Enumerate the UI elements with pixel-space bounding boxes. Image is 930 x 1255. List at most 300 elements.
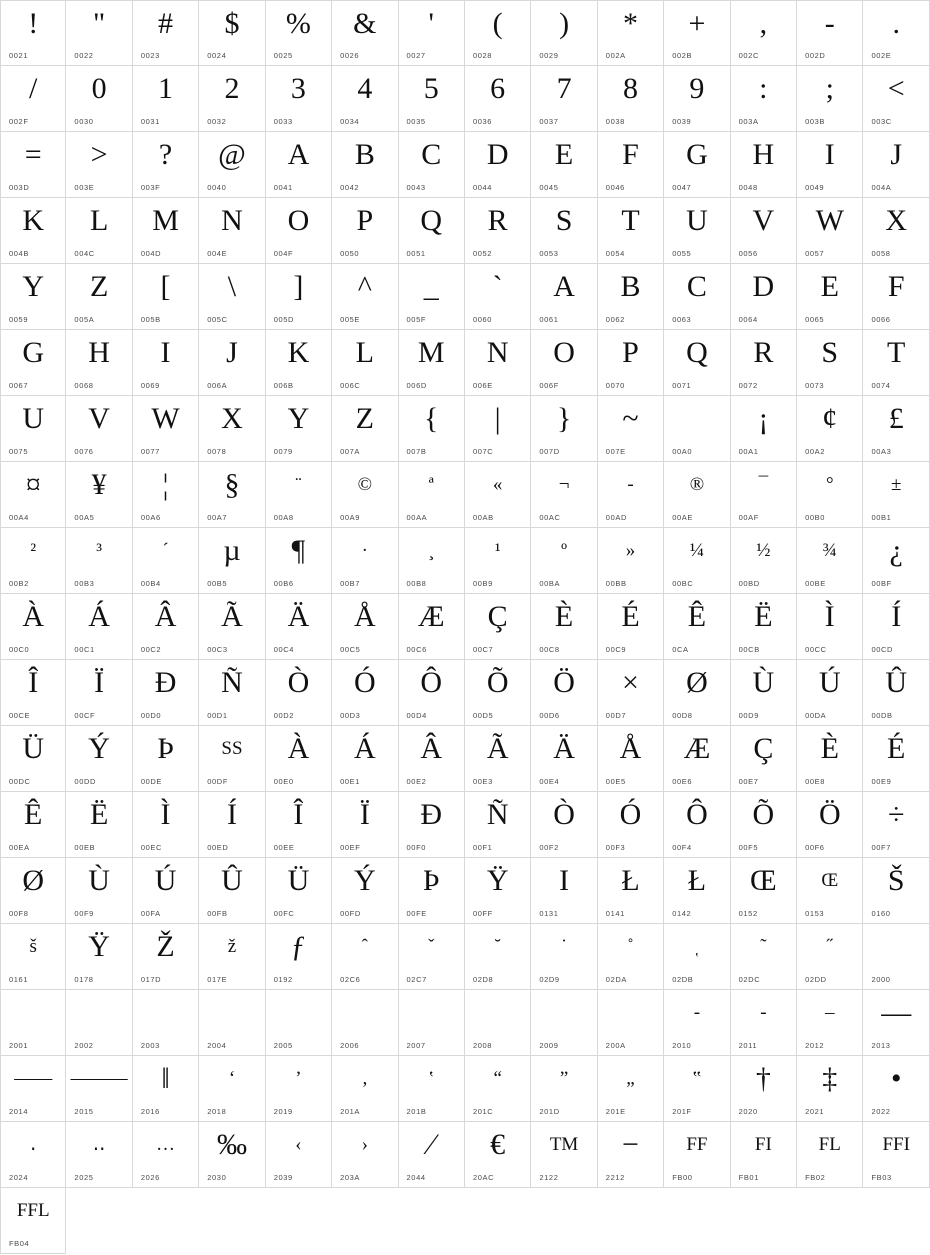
glyph-codepoint: 203A	[340, 1173, 361, 1182]
glyph-cell[interactable]	[797, 1056, 863, 1122]
glyph-cell[interactable]	[133, 66, 199, 132]
glyph-cell[interactable]	[531, 0, 597, 66]
glyph-codepoint: 2008	[472, 1041, 493, 1050]
glyph-cell[interactable]	[0, 792, 66, 858]
glyph-cell[interactable]	[66, 66, 132, 132]
glyph-cell[interactable]	[731, 462, 797, 528]
glyph-character: À	[22, 600, 45, 633]
glyph-cell[interactable]	[531, 594, 597, 660]
glyph-cell[interactable]	[66, 462, 132, 528]
glyph-character: Ö	[553, 666, 575, 699]
glyph-cell[interactable]	[133, 264, 199, 330]
glyph-cell[interactable]	[66, 330, 132, 396]
glyph-cell[interactable]	[531, 66, 597, 132]
glyph-cell[interactable]	[0, 66, 66, 132]
glyph-cell[interactable]	[199, 66, 265, 132]
glyph-cell[interactable]	[133, 858, 199, 924]
glyph-cell[interactable]	[199, 924, 265, 990]
glyph-cell[interactable]	[531, 132, 597, 198]
glyph-cell[interactable]	[199, 396, 265, 462]
glyph-codepoint: 00A3	[871, 447, 892, 456]
glyph-cell[interactable]	[0, 396, 66, 462]
glyph-cell[interactable]	[731, 594, 797, 660]
glyph-cell[interactable]	[797, 990, 863, 1056]
glyph-cell[interactable]	[797, 462, 863, 528]
glyph-cell[interactable]	[664, 660, 730, 726]
glyph-cell[interactable]	[399, 330, 465, 396]
glyph-cell[interactable]	[664, 1122, 730, 1188]
glyph-cell[interactable]	[66, 660, 132, 726]
glyph-cell[interactable]	[133, 198, 199, 264]
glyph-cell[interactable]	[399, 528, 465, 594]
glyph-cell[interactable]	[731, 132, 797, 198]
glyph-cell[interactable]	[465, 660, 531, 726]
glyph-cell[interactable]	[863, 264, 929, 330]
glyph-cell[interactable]	[797, 594, 863, 660]
glyph-cell[interactable]	[266, 990, 332, 1056]
glyph-character: L	[89, 204, 109, 237]
glyph-cell[interactable]	[332, 396, 398, 462]
glyph-cell[interactable]	[133, 396, 199, 462]
glyph-cell[interactable]	[66, 0, 132, 66]
glyph-cell[interactable]	[731, 1122, 797, 1188]
glyph-cell[interactable]	[465, 792, 531, 858]
glyph-codepoint: 00BD	[738, 579, 760, 588]
glyph-cell[interactable]	[399, 660, 465, 726]
glyph-cell[interactable]	[598, 264, 664, 330]
glyph-cell[interactable]	[0, 528, 66, 594]
glyph-cell[interactable]	[598, 792, 664, 858]
glyph-character: ƒ	[290, 930, 306, 963]
glyph-cell[interactable]	[199, 528, 265, 594]
glyph-cell[interactable]	[598, 660, 664, 726]
glyph-cell[interactable]	[332, 924, 398, 990]
glyph-codepoint: 201F	[672, 1107, 692, 1116]
glyph-cell[interactable]	[598, 330, 664, 396]
glyph-cell[interactable]	[731, 66, 797, 132]
glyph-cell[interactable]	[664, 1056, 730, 1122]
glyph-cell[interactable]	[266, 132, 332, 198]
glyph-cell[interactable]	[199, 198, 265, 264]
glyph-character: Y	[287, 402, 310, 435]
glyph-cell[interactable]	[598, 924, 664, 990]
glyph-cell[interactable]	[598, 726, 664, 792]
glyph-cell[interactable]	[797, 660, 863, 726]
glyph-cell[interactable]	[863, 132, 929, 198]
glyph-character	[664, 402, 729, 436]
glyph-cell[interactable]	[199, 594, 265, 660]
glyph-cell[interactable]	[332, 990, 398, 1056]
glyph-cell[interactable]	[731, 792, 797, 858]
glyph-cell[interactable]	[0, 594, 66, 660]
glyph-cell[interactable]	[531, 330, 597, 396]
glyph-cell[interactable]	[266, 660, 332, 726]
glyph-cell[interactable]	[399, 462, 465, 528]
glyph-cell[interactable]	[199, 264, 265, 330]
glyph-cell[interactable]	[133, 528, 199, 594]
glyph-cell[interactable]	[399, 924, 465, 990]
glyph-cell[interactable]	[531, 726, 597, 792]
glyph-codepoint: 003A	[738, 117, 759, 126]
glyph-cell[interactable]	[531, 924, 597, 990]
glyph-cell-empty	[664, 1188, 730, 1254]
glyph-cell[interactable]	[199, 792, 265, 858]
glyph-character: ¥	[91, 468, 107, 501]
glyph-character: G	[686, 138, 708, 171]
glyph-cell[interactable]	[0, 726, 66, 792]
glyph-cell[interactable]	[199, 990, 265, 1056]
glyph-cell[interactable]	[465, 858, 531, 924]
glyph-cell[interactable]	[731, 330, 797, 396]
glyph-cell[interactable]	[664, 924, 730, 990]
glyph-cell[interactable]	[266, 66, 332, 132]
glyph-cell[interactable]	[266, 792, 332, 858]
glyph-cell[interactable]	[664, 132, 730, 198]
glyph-cell[interactable]	[598, 1056, 664, 1122]
glyph-cell[interactable]	[465, 528, 531, 594]
glyph-cell[interactable]	[66, 594, 132, 660]
glyph-cell[interactable]	[332, 792, 398, 858]
glyph-cell[interactable]	[0, 462, 66, 528]
glyph-codepoint: 00AA	[406, 513, 428, 522]
glyph-cell[interactable]	[465, 462, 531, 528]
glyph-cell[interactable]	[0, 132, 66, 198]
glyph-cell[interactable]	[531, 660, 597, 726]
glyph-cell[interactable]	[66, 1122, 132, 1188]
glyph-cell[interactable]	[266, 858, 332, 924]
glyph-cell[interactable]	[863, 660, 929, 726]
glyph-cell[interactable]	[664, 990, 730, 1056]
glyph-cell[interactable]	[332, 330, 398, 396]
glyph-cell[interactable]	[199, 1056, 265, 1122]
glyph-cell[interactable]	[797, 0, 863, 66]
glyph-cell[interactable]	[133, 792, 199, 858]
glyph-cell[interactable]	[731, 858, 797, 924]
glyph-cell[interactable]	[731, 726, 797, 792]
glyph-codepoint: 002C	[738, 51, 759, 60]
glyph-cell[interactable]	[664, 0, 730, 66]
glyph-cell[interactable]	[332, 858, 398, 924]
glyph-cell[interactable]	[797, 264, 863, 330]
glyph-cell[interactable]	[797, 792, 863, 858]
glyph-cell[interactable]	[863, 924, 929, 990]
glyph-cell[interactable]	[133, 726, 199, 792]
glyph-codepoint: 201B	[406, 1107, 427, 1116]
glyph-cell[interactable]	[664, 198, 730, 264]
glyph-cell[interactable]	[531, 198, 597, 264]
glyph-cell[interactable]	[664, 66, 730, 132]
glyph-cell[interactable]	[598, 1122, 664, 1188]
glyph-cell[interactable]	[266, 462, 332, 528]
glyph-character: V	[752, 204, 775, 237]
glyph-cell[interactable]	[399, 726, 465, 792]
glyph-cell[interactable]	[531, 858, 597, 924]
glyph-cell[interactable]	[332, 1056, 398, 1122]
glyph-cell[interactable]	[797, 396, 863, 462]
glyph-cell[interactable]	[266, 396, 332, 462]
glyph-cell[interactable]	[797, 132, 863, 198]
glyph-cell[interactable]	[66, 924, 132, 990]
glyph-cell[interactable]	[332, 264, 398, 330]
glyph-cell[interactable]	[133, 1056, 199, 1122]
glyph-cell[interactable]	[465, 198, 531, 264]
glyph-cell[interactable]	[531, 990, 597, 1056]
glyph-cell[interactable]	[863, 1122, 929, 1188]
glyph-cell[interactable]	[465, 990, 531, 1056]
glyph-cell[interactable]	[266, 924, 332, 990]
glyph-character: ‛	[694, 951, 700, 966]
glyph-cell[interactable]	[332, 594, 398, 660]
glyph-cell[interactable]	[731, 264, 797, 330]
glyph-cell[interactable]	[133, 990, 199, 1056]
glyph-cell[interactable]	[399, 1056, 465, 1122]
glyph-cell[interactable]	[133, 0, 199, 66]
glyph-cell[interactable]	[332, 726, 398, 792]
glyph-cell[interactable]	[598, 396, 664, 462]
glyph-cell[interactable]	[266, 528, 332, 594]
glyph-cell[interactable]	[66, 1056, 132, 1122]
glyph-cell[interactable]	[465, 0, 531, 66]
glyph-cell[interactable]	[797, 924, 863, 990]
glyph-character: "	[93, 7, 106, 40]
glyph-cell[interactable]	[664, 462, 730, 528]
glyph-cell[interactable]	[66, 990, 132, 1056]
glyph-cell[interactable]	[0, 198, 66, 264]
glyph-cell[interactable]	[66, 858, 132, 924]
glyph-cell[interactable]	[266, 726, 332, 792]
glyph-cell[interactable]	[332, 132, 398, 198]
glyph-cell[interactable]	[465, 330, 531, 396]
glyph-cell[interactable]	[797, 198, 863, 264]
glyph-cell[interactable]	[797, 726, 863, 792]
glyph-cell[interactable]	[863, 396, 929, 462]
glyph-codepoint: 02DD	[805, 975, 827, 984]
glyph-character: Ñ	[486, 798, 509, 831]
glyph-cell[interactable]	[199, 726, 265, 792]
glyph-cell[interactable]	[531, 396, 597, 462]
glyph-cell[interactable]	[0, 1056, 66, 1122]
glyph-cell[interactable]	[66, 396, 132, 462]
glyph-character: Ł	[621, 864, 640, 897]
glyph-cell[interactable]	[465, 132, 531, 198]
glyph-cell[interactable]	[133, 132, 199, 198]
glyph-cell[interactable]	[399, 198, 465, 264]
glyph-cell[interactable]	[465, 1122, 531, 1188]
glyph-cell[interactable]	[133, 660, 199, 726]
glyph-cell[interactable]	[0, 330, 66, 396]
glyph-cell[interactable]	[863, 0, 929, 66]
glyph-cell[interactable]	[465, 264, 531, 330]
glyph-character: º	[561, 540, 568, 561]
glyph-cell[interactable]	[863, 792, 929, 858]
glyph-cell[interactable]	[332, 660, 398, 726]
glyph-cell[interactable]	[664, 528, 730, 594]
glyph-cell[interactable]	[199, 0, 265, 66]
glyph-codepoint: 200A	[605, 1041, 626, 1050]
glyph-cell[interactable]	[731, 1056, 797, 1122]
glyph-cell[interactable]	[664, 726, 730, 792]
glyph-cell[interactable]	[531, 264, 597, 330]
glyph-codepoint: 0131	[539, 909, 559, 918]
glyph-cell[interactable]	[598, 198, 664, 264]
glyph-cell[interactable]	[598, 462, 664, 528]
glyph-cell[interactable]	[66, 198, 132, 264]
glyph-cell[interactable]	[0, 990, 66, 1056]
glyph-cell[interactable]	[266, 198, 332, 264]
glyph-cell[interactable]	[465, 924, 531, 990]
glyph-cell[interactable]	[66, 792, 132, 858]
glyph-codepoint: 0047	[672, 183, 692, 192]
glyph-codepoint: 00DE	[140, 777, 163, 786]
glyph-cell[interactable]	[133, 924, 199, 990]
glyph-cell[interactable]	[399, 594, 465, 660]
glyph-cell[interactable]	[399, 396, 465, 462]
glyph-cell[interactable]	[399, 132, 465, 198]
glyph-cell[interactable]	[598, 132, 664, 198]
glyph-cell[interactable]	[66, 528, 132, 594]
glyph-cell[interactable]	[465, 726, 531, 792]
glyph-cell[interactable]	[199, 1122, 265, 1188]
glyph-cell[interactable]	[0, 660, 66, 726]
glyph-cell[interactable]	[133, 462, 199, 528]
glyph-cell[interactable]	[332, 66, 398, 132]
glyph-cell[interactable]	[531, 1122, 597, 1188]
glyph-cell[interactable]	[332, 0, 398, 66]
glyph-character: TM	[549, 1134, 579, 1155]
glyph-cell[interactable]	[199, 132, 265, 198]
glyph-cell[interactable]	[199, 330, 265, 396]
glyph-cell[interactable]	[66, 726, 132, 792]
glyph-cell[interactable]	[731, 396, 797, 462]
glyph-cell[interactable]	[0, 264, 66, 330]
glyph-cell[interactable]	[465, 594, 531, 660]
glyph-cell[interactable]	[332, 1122, 398, 1188]
glyph-cell[interactable]	[399, 66, 465, 132]
glyph-cell[interactable]	[863, 1056, 929, 1122]
glyph-cell[interactable]	[332, 528, 398, 594]
glyph-cell[interactable]	[531, 792, 597, 858]
glyph-cell[interactable]	[399, 0, 465, 66]
glyph-cell[interactable]	[664, 858, 730, 924]
glyph-cell[interactable]	[266, 0, 332, 66]
glyph-cell[interactable]	[531, 1056, 597, 1122]
glyph-cell[interactable]	[863, 462, 929, 528]
glyph-cell[interactable]	[598, 594, 664, 660]
glyph-character: Ô	[420, 666, 443, 699]
glyph-cell[interactable]	[731, 198, 797, 264]
glyph-cell[interactable]	[399, 990, 465, 1056]
glyph-cell[interactable]	[531, 462, 597, 528]
glyph-cell[interactable]	[465, 1056, 531, 1122]
glyph-cell[interactable]	[863, 726, 929, 792]
glyph-cell[interactable]	[863, 594, 929, 660]
glyph-cell[interactable]	[66, 264, 132, 330]
glyph-cell[interactable]	[133, 330, 199, 396]
glyph-character: ¸	[428, 540, 435, 561]
glyph-cell[interactable]	[199, 858, 265, 924]
glyph-character: Ø	[22, 864, 45, 897]
glyph-cell[interactable]	[133, 1122, 199, 1188]
glyph-cell-empty	[731, 1188, 797, 1254]
glyph-character: 2	[224, 72, 240, 105]
glyph-cell[interactable]	[199, 660, 265, 726]
glyph-cell[interactable]	[797, 330, 863, 396]
glyph-codepoint: 0039	[672, 117, 692, 126]
glyph-cell[interactable]	[0, 858, 66, 924]
glyph-cell[interactable]	[399, 858, 465, 924]
glyph-cell[interactable]	[797, 858, 863, 924]
glyph-cell[interactable]	[66, 132, 132, 198]
glyph-cell[interactable]	[797, 66, 863, 132]
glyph-cell[interactable]	[0, 1188, 66, 1254]
glyph-cell[interactable]	[863, 66, 929, 132]
glyph-cell[interactable]	[332, 462, 398, 528]
glyph-cell[interactable]	[863, 330, 929, 396]
glyph-cell[interactable]	[731, 660, 797, 726]
glyph-cell[interactable]	[133, 594, 199, 660]
glyph-cell[interactable]	[863, 858, 929, 924]
glyph-cell[interactable]	[266, 330, 332, 396]
glyph-cell[interactable]	[598, 66, 664, 132]
glyph-character	[531, 996, 596, 1030]
glyph-character: ——	[14, 1068, 53, 1089]
glyph-codepoint: 0035	[406, 117, 426, 126]
glyph-cell[interactable]	[863, 198, 929, 264]
glyph-cell[interactable]	[266, 1122, 332, 1188]
glyph-cell[interactable]	[399, 264, 465, 330]
glyph-cell[interactable]	[199, 462, 265, 528]
glyph-cell[interactable]	[332, 198, 398, 264]
glyph-cell[interactable]	[598, 0, 664, 66]
glyph-cell[interactable]	[465, 66, 531, 132]
glyph-cell[interactable]	[664, 264, 730, 330]
glyph-cell[interactable]	[0, 1122, 66, 1188]
glyph-codepoint: 2039	[273, 1173, 293, 1182]
glyph-cell[interactable]	[863, 990, 929, 1056]
glyph-cell[interactable]	[0, 0, 66, 66]
glyph-cell[interactable]	[0, 924, 66, 990]
glyph-cell[interactable]	[598, 528, 664, 594]
glyph-cell[interactable]	[664, 396, 730, 462]
glyph-cell[interactable]	[863, 528, 929, 594]
glyph-cell[interactable]	[664, 330, 730, 396]
glyph-codepoint: 00ED	[207, 843, 229, 852]
glyph-cell[interactable]	[664, 792, 730, 858]
glyph-cell[interactable]	[465, 396, 531, 462]
glyph-cell[interactable]	[399, 792, 465, 858]
glyph-cell[interactable]	[399, 1122, 465, 1188]
glyph-codepoint: 2005	[273, 1041, 293, 1050]
glyph-codepoint: FB01	[738, 1173, 759, 1182]
glyph-character: ¢	[822, 402, 838, 435]
glyph-cell[interactable]	[797, 1122, 863, 1188]
glyph-cell[interactable]	[731, 0, 797, 66]
glyph-cell[interactable]	[531, 528, 597, 594]
glyph-codepoint: 0043	[406, 183, 426, 192]
glyph-cell[interactable]	[731, 528, 797, 594]
glyph-cell[interactable]	[797, 528, 863, 594]
glyph-codepoint: 00C9	[605, 645, 627, 654]
glyph-cell[interactable]	[731, 924, 797, 990]
glyph-character: ¿	[889, 534, 903, 567]
glyph-cell[interactable]	[266, 264, 332, 330]
glyph-cell[interactable]	[266, 1056, 332, 1122]
glyph-cell[interactable]	[598, 990, 664, 1056]
glyph-cell[interactable]	[731, 990, 797, 1056]
glyph-cell[interactable]	[266, 594, 332, 660]
glyph-cell[interactable]	[664, 594, 730, 660]
glyph-cell[interactable]	[598, 858, 664, 924]
